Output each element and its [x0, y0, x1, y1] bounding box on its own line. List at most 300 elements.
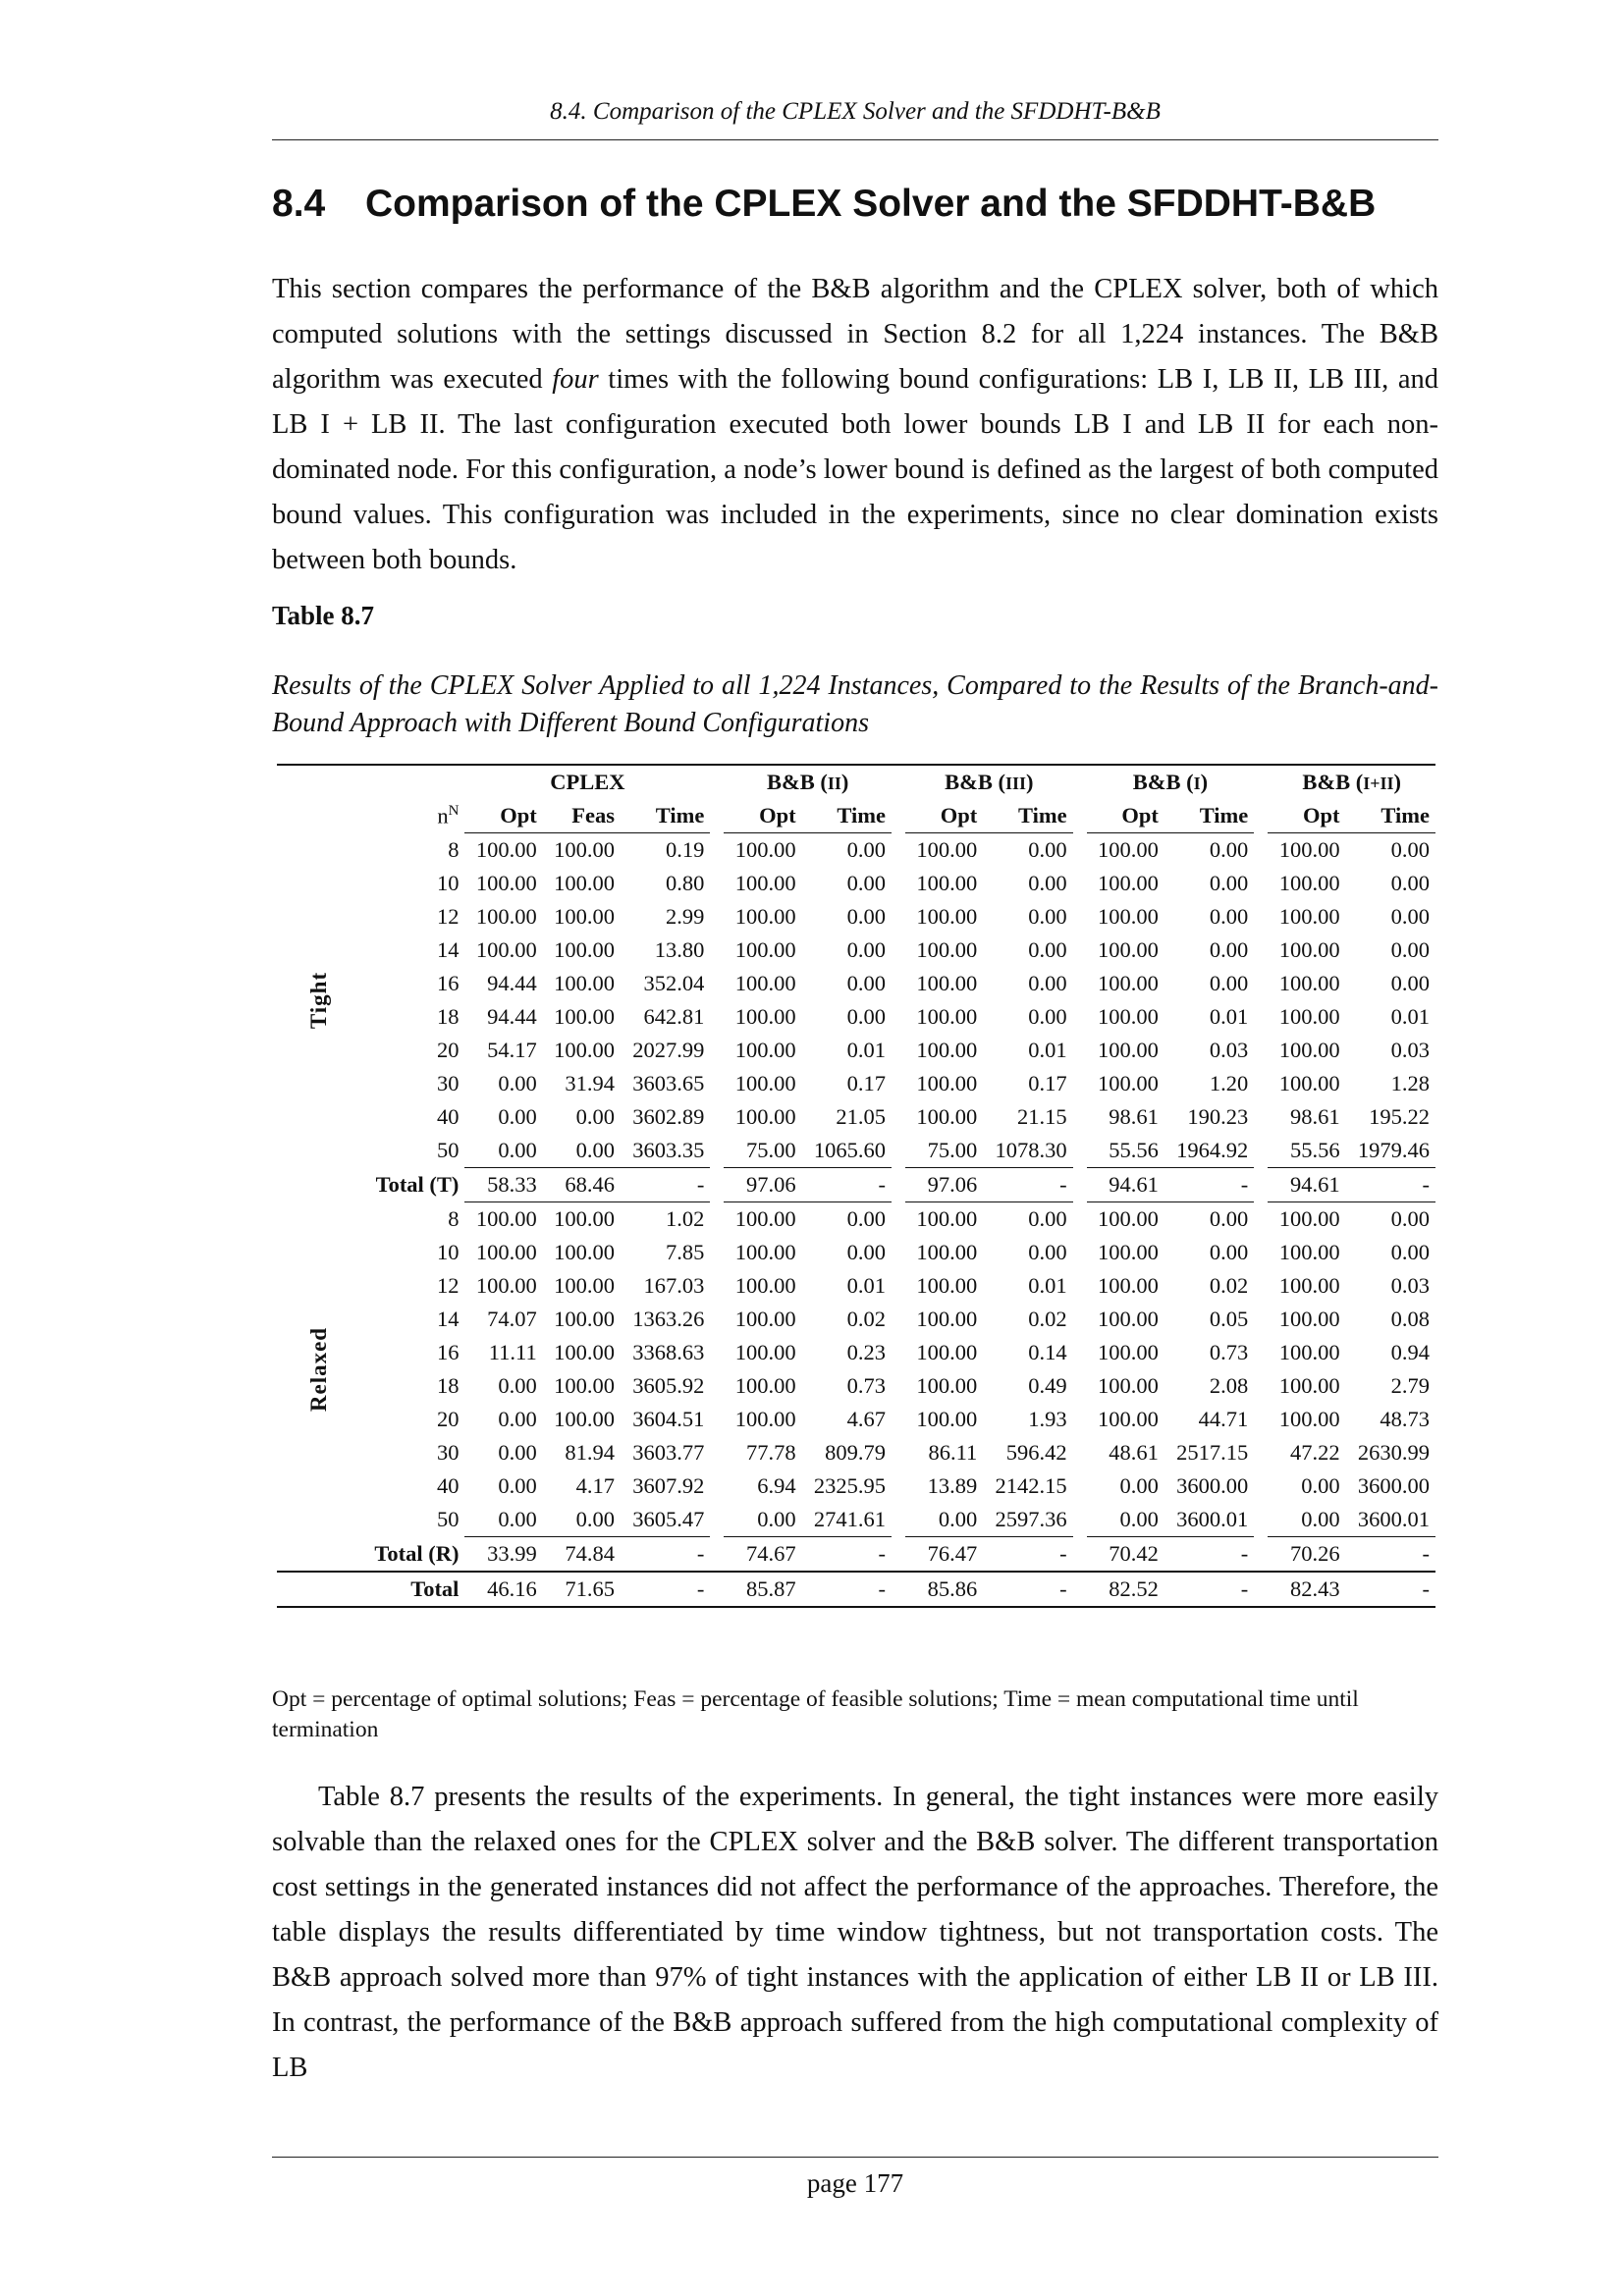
row-label: 30 — [436, 1071, 460, 1095]
table-cell: 100.00 — [1098, 1373, 1159, 1398]
table-cell: 71.65 — [543, 1572, 621, 1607]
group-header-bb-iii: B&B (III) — [905, 765, 1073, 799]
table-cell: 46.16 — [464, 1572, 542, 1607]
row-label: 12 — [436, 904, 460, 929]
table-cell: 21.05 — [836, 1104, 886, 1129]
column-gap — [710, 799, 724, 833]
column-gap — [1254, 1503, 1268, 1537]
table-cell: 0.17 — [846, 1071, 886, 1095]
table-cell: 2741.61 — [802, 1503, 892, 1537]
table-cell: 100.00 — [1098, 1273, 1159, 1298]
column-gap — [1254, 799, 1268, 833]
table-cell: 100.00 — [734, 837, 796, 862]
column-gap — [1073, 1034, 1087, 1067]
table-cell: 44.71 — [1198, 1407, 1249, 1431]
table-cell: 2.99 — [665, 904, 705, 929]
group-header-bb-ii: B&B (II) — [724, 765, 892, 799]
table-cell: 2027.99 — [632, 1038, 705, 1062]
section-number: 8.4 — [272, 183, 326, 225]
table-cell: 100.00 — [554, 1206, 615, 1231]
table-cell: 100.00 — [1278, 1273, 1340, 1298]
table-cell: 0.00 — [846, 904, 886, 929]
tight-row — [277, 867, 1435, 900]
table-cell: 0.03 — [1390, 1273, 1430, 1298]
table-cell: 0.00 — [498, 1071, 537, 1095]
row-label: 8 — [448, 1205, 460, 1231]
table-cell: 100.00 — [734, 1104, 796, 1129]
table-cell: 1078.30 — [983, 1134, 1072, 1168]
table-cell: - — [878, 1541, 886, 1566]
table-cell: 100.00 — [1098, 1004, 1159, 1029]
table-cell: 0.00 — [498, 1104, 537, 1129]
table-cell: 0.00 — [1028, 971, 1067, 995]
table-cell: 94.61 — [1087, 1168, 1164, 1202]
column-gap — [892, 1269, 905, 1303]
row-label: 18 — [436, 1004, 460, 1029]
table-cell: 100.00 — [1098, 837, 1159, 862]
group-header-cplex: CPLEX — [464, 765, 710, 799]
relaxed-row — [277, 1269, 1435, 1303]
table-cell: 100.00 — [554, 871, 615, 895]
table-cell: 0.00 — [846, 937, 886, 962]
row-label: 18 — [436, 1373, 460, 1398]
header-rule — [272, 139, 1438, 140]
table-cell: 100.00 — [734, 1407, 796, 1431]
table-cell: 100.00 — [1278, 1307, 1340, 1331]
column-gap — [710, 1168, 724, 1202]
column-header-row — [277, 799, 1435, 833]
column-gap — [710, 1503, 724, 1537]
table-cell: 596.42 — [1005, 1440, 1067, 1465]
table-cell: 100.00 — [1098, 871, 1159, 895]
table-cell: 0.00 — [1390, 904, 1430, 929]
table-cell: 100.00 — [554, 1038, 615, 1062]
column-header: Feas — [543, 799, 621, 833]
table-cell: 21.15 — [1017, 1104, 1067, 1129]
column-gap — [710, 1403, 724, 1436]
row-label: 16 — [436, 1340, 460, 1364]
table-cell: 0.02 — [846, 1307, 886, 1331]
row-label: 14 — [436, 937, 460, 962]
table-cell: 100.00 — [1278, 871, 1340, 895]
row-label: 30 — [436, 1440, 460, 1465]
table-cell: 0.00 — [1209, 871, 1249, 895]
table-cell: 100.00 — [1278, 1407, 1340, 1431]
column-header: Time — [1164, 799, 1254, 833]
column-gap — [1254, 1202, 1268, 1237]
column-gap — [1254, 1369, 1268, 1403]
column-gap — [892, 799, 905, 833]
table-cell: 2142.15 — [995, 1473, 1067, 1498]
column-gap — [892, 1303, 905, 1336]
table-cell: 0.00 — [1209, 1240, 1249, 1264]
column-gap — [1254, 1269, 1268, 1303]
table-cell: 70.42 — [1109, 1541, 1159, 1566]
table-cell: 0.73 — [1209, 1340, 1249, 1364]
table-cell: 100.00 — [916, 1340, 978, 1364]
table-cell: 0.00 — [846, 871, 886, 895]
column-gap — [1073, 1503, 1087, 1537]
table-cell: 100.00 — [916, 1004, 978, 1029]
table-cell: 1.93 — [1028, 1407, 1067, 1431]
column-gap — [1254, 967, 1268, 1000]
table-cell: 100.00 — [1098, 1071, 1159, 1095]
table-cell: 55.56 — [1268, 1134, 1345, 1168]
table-cell: 0.00 — [1390, 837, 1430, 862]
table-cell: - — [621, 1572, 710, 1607]
table-cell: 0.00 — [1209, 837, 1249, 862]
column-gap — [892, 1503, 905, 1537]
table-cell: 85.87 — [724, 1572, 801, 1607]
table-cell: 0.00 — [1390, 1206, 1430, 1231]
relaxed-row — [277, 1436, 1435, 1469]
relaxed-row — [277, 1303, 1435, 1336]
table-cell: 0.01 — [1209, 1004, 1249, 1029]
column-gap — [1254, 1436, 1268, 1469]
table-cell: 0.49 — [1028, 1373, 1067, 1398]
table-cell: 0.23 — [846, 1340, 886, 1364]
table-cell: 100.00 — [1278, 837, 1340, 862]
table-cell: 100.00 — [1278, 1038, 1340, 1062]
footer-rule — [272, 2157, 1438, 2158]
table-cell: 0.00 — [1087, 1503, 1164, 1537]
table-cell: 7.85 — [665, 1240, 705, 1264]
column-header: Opt — [905, 799, 983, 833]
table-cell: 0.00 — [498, 1407, 537, 1431]
table-cell: - — [621, 1168, 710, 1202]
table-cell: 68.46 — [543, 1168, 621, 1202]
column-gap — [1073, 900, 1087, 934]
table-cell: 74.84 — [565, 1541, 615, 1566]
table-cell: 100.00 — [554, 904, 615, 929]
table-cell: 0.00 — [1028, 937, 1067, 962]
row-label: Total (R) — [374, 1540, 460, 1566]
table-cell: 0.00 — [1268, 1503, 1345, 1537]
column-gap — [710, 1000, 724, 1034]
table-cell: 0.00 — [1209, 971, 1249, 995]
table-cell: 100.00 — [475, 1240, 537, 1264]
column-gap — [1073, 1572, 1087, 1607]
table-cell: 100.00 — [554, 837, 615, 862]
table-cell: 1.28 — [1390, 1071, 1430, 1095]
table-cell: 0.00 — [498, 1473, 537, 1498]
table-cell: 100.00 — [554, 971, 615, 995]
column-gap — [892, 1336, 905, 1369]
table-cell: 1.02 — [665, 1206, 705, 1231]
column-gap — [710, 1572, 724, 1607]
tight-row — [277, 1034, 1435, 1067]
table-cell: 94.44 — [487, 971, 537, 995]
table-cell: 642.81 — [643, 1004, 705, 1029]
table-cell: 85.86 — [905, 1572, 983, 1607]
row-label: 20 — [436, 1038, 460, 1062]
table-cell: 100.00 — [916, 837, 978, 862]
table-cell: - — [1059, 1541, 1067, 1566]
table-cell: 100.00 — [916, 1240, 978, 1264]
table-cell: 100.00 — [554, 1004, 615, 1029]
table-cell: - — [696, 1541, 705, 1566]
table-cell: 809.79 — [825, 1440, 886, 1465]
table-cell: 48.61 — [1109, 1440, 1159, 1465]
table-cell: - — [983, 1168, 1072, 1202]
table-cell: 13.89 — [927, 1473, 978, 1498]
table-cell: 0.00 — [498, 1373, 537, 1398]
intro-paragraph — [272, 267, 1438, 583]
column-header: Opt — [724, 799, 801, 833]
table-cell: 0.19 — [665, 837, 705, 862]
column-gap — [892, 967, 905, 1000]
column-gap — [1254, 1537, 1268, 1573]
table-cell: 6.94 — [757, 1473, 796, 1498]
column-gap — [892, 1067, 905, 1100]
column-gap — [1073, 967, 1087, 1000]
table-cell: 0.05 — [1209, 1307, 1249, 1331]
column-gap — [1254, 900, 1268, 934]
section-title: Comparison of the CPLEX Solver and the SFDDHT-B&B — [365, 183, 1377, 225]
table-cell: 167.03 — [643, 1273, 705, 1298]
table-cell: 100.00 — [734, 1273, 796, 1298]
column-gap — [892, 1202, 905, 1237]
table-cell: 75.00 — [905, 1134, 983, 1168]
table-cell: 0.00 — [1028, 1206, 1067, 1231]
table-cell: 0.00 — [1209, 937, 1249, 962]
column-gap — [892, 1000, 905, 1034]
table-cell: 3603.65 — [632, 1071, 705, 1095]
table-cell: 0.00 — [1028, 1240, 1067, 1264]
table-cell: 100.00 — [916, 1373, 978, 1398]
table-cell: 0.00 — [1390, 937, 1430, 962]
table-cell: 3600.00 — [1357, 1473, 1430, 1498]
table-cell: 100.00 — [1278, 904, 1340, 929]
table-cell: 190.23 — [1187, 1104, 1249, 1129]
row-label: Total — [361, 1572, 464, 1607]
table-cell: 3604.51 — [632, 1407, 705, 1431]
table-cell: 100.00 — [475, 871, 537, 895]
column-gap — [1254, 1134, 1268, 1168]
table-cell: 100.00 — [1278, 1340, 1340, 1364]
table-cell: 0.00 — [905, 1503, 983, 1537]
column-gap — [710, 1034, 724, 1067]
table-cell: 0.01 — [1390, 1004, 1430, 1029]
column-gap — [1254, 1100, 1268, 1134]
table-cell: 100.00 — [734, 1373, 796, 1398]
table-cell: 0.08 — [1390, 1307, 1430, 1331]
table-cell: - — [1240, 1541, 1249, 1566]
table-cell: 2.08 — [1209, 1373, 1249, 1398]
table-cell: 0.00 — [543, 1134, 621, 1168]
column-gap — [892, 833, 905, 868]
row-label: 8 — [448, 836, 460, 862]
column-gap — [1254, 1336, 1268, 1369]
table-cell: 100.00 — [1278, 1004, 1340, 1029]
column-gap — [1254, 1000, 1268, 1034]
tight-row — [277, 900, 1435, 934]
column-gap — [710, 1336, 724, 1369]
n-header: $n^N$ — [437, 803, 460, 828]
column-gap — [1073, 1469, 1087, 1503]
column-gap — [892, 1537, 905, 1573]
group-label-text: Tight — [306, 971, 332, 1030]
table-cell: 100.00 — [1278, 971, 1340, 995]
table-cell: 100.00 — [1098, 1240, 1159, 1264]
table-cell: 94.61 — [1268, 1168, 1345, 1202]
column-header: Opt — [1087, 799, 1164, 833]
column-gap — [1254, 1067, 1268, 1100]
table-cell: 98.61 — [1109, 1104, 1159, 1129]
table-cell: - — [983, 1572, 1072, 1607]
column-gap — [1254, 1236, 1268, 1269]
tight-total-row — [277, 1168, 1435, 1202]
table-cell: 0.94 — [1390, 1340, 1430, 1364]
table-cell: 0.00 — [1028, 837, 1067, 862]
section-heading — [272, 183, 1376, 226]
table-cell: 0.00 — [846, 1240, 886, 1264]
table-cell: 2.79 — [1390, 1373, 1430, 1398]
table-cell: 82.43 — [1268, 1572, 1345, 1607]
column-gap — [892, 1572, 905, 1607]
table-cell: 0.00 — [498, 1440, 537, 1465]
table-cell: 100.00 — [916, 1071, 978, 1095]
table-cell: 0.14 — [1028, 1340, 1067, 1364]
table-cell: 195.22 — [1369, 1104, 1430, 1129]
column-gap — [1254, 1469, 1268, 1503]
group-header-bb-i: B&B (I) — [1087, 765, 1255, 799]
table-cell: 0.00 — [1209, 1206, 1249, 1231]
table-cell: - — [1422, 1541, 1430, 1566]
row-label: 40 — [436, 1104, 460, 1129]
column-gap — [710, 1369, 724, 1403]
table-cell: 0.17 — [1028, 1071, 1067, 1095]
table-cell: 100.00 — [475, 1206, 537, 1231]
table-cell: 100.00 — [475, 937, 537, 962]
table-cell: 100.00 — [734, 1038, 796, 1062]
table-cell: 3600.01 — [1164, 1503, 1254, 1537]
table-cell: 100.00 — [475, 904, 537, 929]
table-cell: 3368.63 — [632, 1340, 705, 1364]
row-label: 40 — [436, 1473, 460, 1498]
column-gap — [892, 1369, 905, 1403]
table-cell: - — [802, 1168, 892, 1202]
table-cell: 75.00 — [724, 1134, 801, 1168]
table-cell: 0.00 — [464, 1503, 542, 1537]
table-cell: 3603.35 — [621, 1134, 710, 1168]
column-gap — [710, 1202, 724, 1237]
table-cell: - — [1164, 1572, 1254, 1607]
row-label: 16 — [436, 971, 460, 995]
grand-total-row — [277, 1572, 1435, 1607]
column-gap — [892, 1134, 905, 1168]
column-gap — [1073, 1436, 1087, 1469]
table-cell: 77.78 — [746, 1440, 796, 1465]
table-cell: 100.00 — [1098, 1307, 1159, 1331]
row-label: 14 — [436, 1307, 460, 1331]
column-gap — [1254, 1403, 1268, 1436]
table-cell: 48.73 — [1380, 1407, 1430, 1431]
column-header: Time — [1346, 799, 1435, 833]
column-gap — [892, 1436, 905, 1469]
running-head: 8.4. Comparison of the CPLEX Solver and the SFDDHT-B&B — [550, 98, 1161, 125]
column-gap — [710, 1236, 724, 1269]
table-cell: 100.00 — [554, 1273, 615, 1298]
table-cell: 100.00 — [916, 937, 978, 962]
table-cell: 100.00 — [1278, 1206, 1340, 1231]
relaxed-row — [277, 1336, 1435, 1369]
column-gap — [1254, 1303, 1268, 1336]
table-cell: 100.00 — [554, 1407, 615, 1431]
relaxed-row — [277, 1202, 1435, 1237]
table-cell: 100.00 — [916, 971, 978, 995]
table-cell: 100.00 — [1278, 1373, 1340, 1398]
group-label — [277, 833, 361, 1168]
table-cell: 100.00 — [916, 904, 978, 929]
column-gap — [1254, 833, 1268, 868]
table-cell: 0.01 — [846, 1038, 886, 1062]
table-cell: - — [1164, 1168, 1254, 1202]
table-cell: 1.20 — [1209, 1071, 1249, 1095]
tight-row — [277, 1100, 1435, 1134]
column-gap — [892, 934, 905, 967]
table-cell: 100.00 — [1278, 1071, 1340, 1095]
table-cell: 1979.46 — [1346, 1134, 1435, 1168]
table-cell: 0.00 — [846, 1004, 886, 1029]
group-header-row — [277, 765, 1435, 799]
column-gap — [1073, 1000, 1087, 1034]
column-gap — [1073, 1403, 1087, 1436]
table-cell: 100.00 — [734, 937, 796, 962]
column-gap — [1254, 934, 1268, 967]
table-caption: Results of the CPLEX Solver Applied to all 1,224 Instances, Compared to the Results of the Branch-and-Bound Approach with Different Bound Configurations — [272, 670, 1438, 738]
table-note: Opt = percentage of optimal solutions; Feas = percentage of feasible solutions; Time = mean computational time until termination — [272, 1686, 1359, 1742]
table-cell: 100.00 — [554, 937, 615, 962]
table-cell: 100.00 — [916, 1273, 978, 1298]
table-cell: 11.11 — [488, 1340, 537, 1364]
table-cell: 2597.36 — [983, 1503, 1072, 1537]
table-cell: 82.52 — [1087, 1572, 1164, 1607]
table-cell: 2325.95 — [813, 1473, 886, 1498]
column-gap — [1073, 1336, 1087, 1369]
relaxed-row — [277, 1403, 1435, 1436]
table-cell: 3600.01 — [1346, 1503, 1435, 1537]
column-gap — [1073, 833, 1087, 868]
page-number: page 177 — [806, 2168, 904, 2198]
table-cell: 0.00 — [846, 837, 886, 862]
row-label: 10 — [436, 1240, 460, 1264]
row-label: 10 — [436, 871, 460, 895]
tight-row — [277, 1000, 1435, 1034]
table-cell: 1065.60 — [802, 1134, 892, 1168]
table-cell: 100.00 — [734, 1340, 796, 1364]
table-cell: 100.00 — [1098, 1038, 1159, 1062]
table-cell: 0.00 — [575, 1104, 615, 1129]
column-gap — [1073, 799, 1087, 833]
side-spacer — [277, 1168, 361, 1202]
relaxed-row — [277, 1236, 1435, 1269]
table-cell: 0.00 — [1119, 1473, 1159, 1498]
column-gap — [1073, 934, 1087, 967]
column-header: Time — [621, 799, 710, 833]
table-cell: 100.00 — [1098, 1340, 1159, 1364]
row-label: 20 — [436, 1407, 460, 1431]
table-cell: 0.00 — [1390, 871, 1430, 895]
row-label: 50 — [436, 1138, 460, 1163]
table-cell: 97.06 — [905, 1168, 983, 1202]
table-cell: 352.04 — [643, 971, 705, 995]
column-gap — [1254, 867, 1268, 900]
column-header: Time — [983, 799, 1072, 833]
table-cell: 98.61 — [1289, 1104, 1340, 1129]
column-gap — [1073, 1269, 1087, 1303]
table-cell: 0.00 — [846, 1206, 886, 1231]
